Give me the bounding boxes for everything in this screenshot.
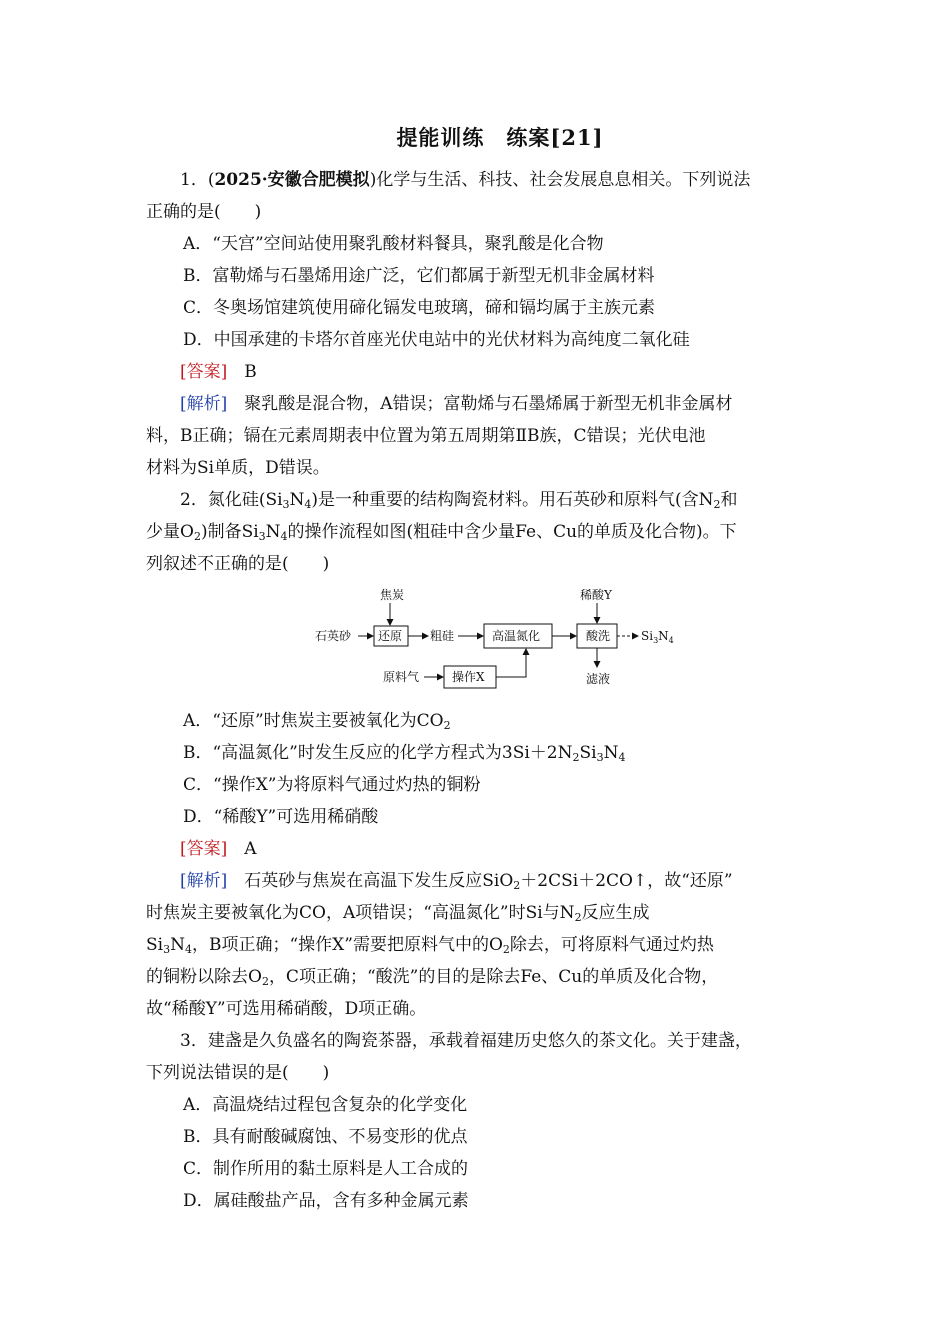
q1-source: 2025·安徽合肥模拟 (214, 170, 370, 190)
text: 2．氮化硅(Si (180, 490, 283, 510)
subscript: 4 (618, 751, 626, 764)
analysis-tag: [解析] (180, 394, 228, 414)
subscript: 2 (193, 530, 201, 543)
text: 少量O (146, 522, 194, 542)
page-title: 提能训练 练案[21] (396, 125, 604, 150)
text: 时焦炭主要被氧化为CO，A项错误；“高温氮化”时Si与N (146, 903, 575, 923)
text: Si (641, 629, 654, 643)
label-wash: 酸洗 (586, 629, 611, 643)
q2-option-c: C．“操作X”为将原料气通过灼热的铜粉 (183, 775, 481, 795)
text: ＋2CSi＋2CO↑，故“还原” (520, 871, 733, 891)
subscript: 4 (668, 636, 674, 645)
q2-analysis-line-2 (146, 898, 650, 923)
subscript: 3 (282, 498, 290, 511)
q2-option-a (183, 706, 451, 731)
subscript: 4 (184, 943, 192, 956)
label-quartz: 石英砂 (315, 629, 352, 643)
text: 和 (720, 490, 738, 510)
answer-tag: [答案] (180, 839, 228, 859)
q3-stem-line-1: 3．建盏是久负盛名的陶瓷茶器，承载着福建历史悠久的茶文化。关于建盏， (180, 1031, 752, 1051)
q1-answer-value: B (227, 362, 257, 382)
subscript: 4 (304, 498, 312, 511)
text: 石英砂与焦炭在高温下发生反应SiO (227, 871, 514, 891)
subscript: 2 (574, 911, 582, 924)
label-acid-y: 稀酸Y (580, 588, 612, 602)
q3-option-d: D．属硅酸盐产品，含有多种金属元素 (183, 1191, 469, 1211)
label-raw-gas: 原料气 (383, 670, 420, 684)
label-filtrate: 滤液 (586, 672, 611, 686)
q2-answer-value: A (227, 839, 257, 859)
text: A．“还原”时焦炭主要被氧化为CO (183, 711, 444, 731)
subscript: 2 (443, 719, 451, 732)
text: N (265, 522, 281, 542)
q1-stem-line-2: 正确的是( ) (146, 202, 262, 222)
q1-analysis-line-3: 材料为Si单质，D错误。 (146, 458, 330, 478)
subscript: 3 (163, 943, 171, 956)
subscript: 4 (280, 530, 288, 543)
label-reduce: 还原 (378, 629, 403, 643)
text: 的铜粉以除去O (146, 967, 262, 987)
q1-option-b: B．富勒烯与石墨烯用途广泛，它们都属于新型无机非金属材料 (183, 266, 655, 286)
q1-analysis-line-2: 料，B正确；镉在元素周期表中位置为第五周期第ⅡB族，C错误；光伏电池 (146, 426, 706, 446)
subscript: 2 (572, 751, 580, 764)
subscript: 2 (513, 879, 521, 892)
q2-stem-line-3: 列叙述不正确的是( ) (146, 554, 330, 574)
q2-stem-line-2 (146, 517, 737, 542)
subscript: 2 (261, 975, 269, 988)
q2-analysis-line-5: 故“稀酸Y”可选用稀硝酸，D项正确。 (146, 999, 427, 1019)
analysis-tag: [解析] (180, 871, 228, 891)
text: N (603, 743, 619, 763)
q1-option-a: A．“天宫”空间站使用聚乳酸材料餐具，聚乳酸是化合物 (183, 234, 604, 254)
text: B．“高温氮化”时发生反应的化学方程式为3Si＋2N (183, 743, 573, 763)
q1-number: 1．( (180, 170, 215, 190)
label-crude-si: 粗硅 (430, 629, 455, 643)
subscript: 3 (596, 751, 604, 764)
label-nitride: 高温氮化 (492, 629, 541, 643)
q3-stem-line-2: 下列说法错误的是( ) (146, 1063, 330, 1083)
q1-answer (180, 357, 257, 382)
q3-option-a: A．高温烧结过程包含复杂的化学变化 (183, 1095, 468, 1115)
subscript: 3 (258, 530, 266, 543)
q2-option-b (183, 738, 625, 763)
subscript: 2 (713, 498, 721, 511)
q1-stem-text: )化学与生活、科技、社会发展息息相关。下列说法 (369, 170, 751, 190)
subscript: 2 (502, 943, 510, 956)
q2-analysis-line-1 (180, 866, 733, 891)
text: ，B项正确；“操作X”需要把原料气中的O (191, 935, 503, 955)
arrow-op-x-to-nitride (496, 649, 526, 677)
q1-analysis-line-1 (180, 389, 733, 414)
label-op-x: 操作X (452, 670, 485, 684)
process-flow-diagram (310, 583, 690, 693)
subscript: 3 (653, 636, 659, 645)
q2-answer (180, 834, 257, 859)
q3-option-b: B．具有耐酸碱腐蚀、不易变形的优点 (183, 1127, 468, 1147)
q2-analysis-line-4 (146, 962, 718, 987)
q1-option-d: D．中国承建的卡塔尔首座光伏电站中的光伏材料为高纯度二氧化硅 (183, 330, 690, 350)
q2-analysis-line-3 (146, 930, 714, 955)
answer-tag: [答案] (180, 362, 228, 382)
q1-analysis-text-1: 聚乳酸是混合物，A错误；富勒烯与石墨烯属于新型无机非金属材 (227, 394, 733, 414)
q3-option-c: C．制作所用的黏土原料是人工合成的 (183, 1159, 469, 1179)
text: N (170, 935, 185, 955)
text: )是一种重要的结构陶瓷材料。用石英砂和原料气(含N (311, 490, 714, 510)
text: )制备Si (200, 522, 259, 542)
text: Si (146, 935, 164, 955)
q1-option-c: C．冬奥场馆建筑使用碲化镉发电玻璃，碲和镉均属于主族元素 (183, 298, 656, 318)
text: ，C项正确；“酸洗”的目的是除去Fe、Cu的单质及化合物， (268, 967, 719, 987)
label-product (641, 629, 674, 645)
q2-option-d: D．“稀酸Y”可选用稀硝酸 (183, 807, 379, 827)
text: 的操作流程如图(粗硅中含少量Fe、Cu的单质及化合物)。下 (287, 522, 737, 542)
text: 反应生成 (581, 903, 650, 923)
q2-stem-line-1 (180, 485, 738, 510)
text: Si (579, 743, 597, 763)
text: N (658, 629, 669, 643)
label-coke: 焦炭 (380, 588, 405, 602)
q1-stem-line-1 (180, 165, 750, 190)
text: 除去，可将原料气通过灼热 (509, 935, 714, 955)
text: N (289, 490, 305, 510)
